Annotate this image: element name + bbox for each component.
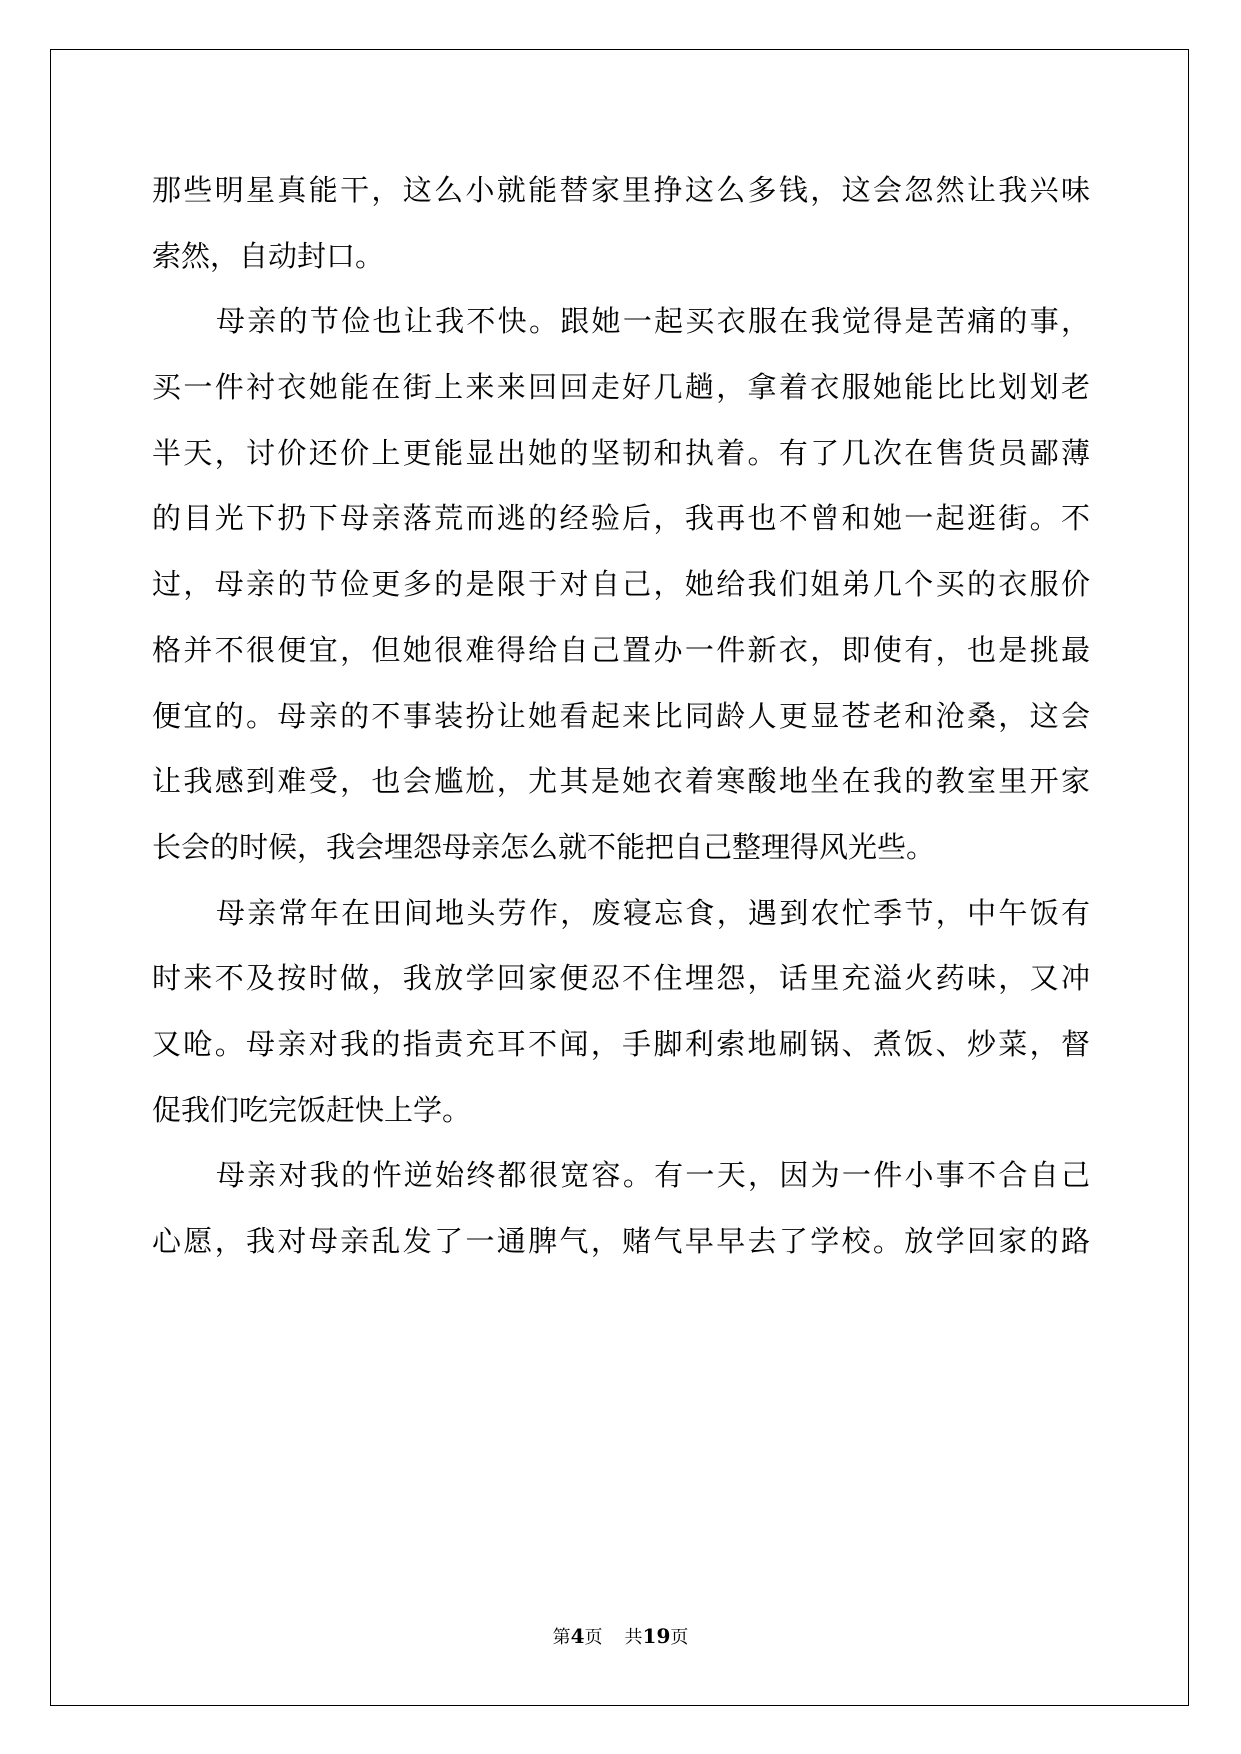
footer-total-prefix: 共	[624, 1627, 643, 1648]
text-line: 的目光下扔下母亲落荒而逃的经验后，我再也不曾和她一起逛街。不	[152, 501, 1090, 536]
text-line: 促我们吃完饭赶快上学。	[152, 1092, 472, 1127]
text-line: 母亲常年在田间地头劳作，废寝忘食，遇到农忙季节，中午饭有	[216, 895, 1090, 930]
text-line: 又呛。母亲对我的指责充耳不闻，手脚利索地刷锅、煮饭、炒菜，督	[152, 1026, 1090, 1061]
text-line: 索然，自动封口。	[152, 238, 385, 273]
text-line: 半天，讨价还价上更能显出她的坚韧和执着。有了几次在售货员鄙薄	[152, 435, 1090, 470]
text-line: 母亲对我的忤逆始终都很宽容。有一天，因为一件小事不合自己	[216, 1158, 1090, 1193]
text-line: 便宜的。母亲的不事装扮让她看起来比同龄人更显苍老和沧桑，这会	[152, 698, 1090, 733]
footer-total-pages: 19	[642, 1624, 671, 1648]
footer-page-suffix: 页	[584, 1627, 603, 1648]
text-line: 心愿，我对母亲乱发了一通脾气，赌气早早去了学校。放学回家的路	[152, 1224, 1090, 1258]
text-line: 让我感到难受，也会尴尬，尤其是她衣着寒酸地坐在我的教室里开家	[152, 764, 1090, 799]
text-line: 格并不很便宜，但她很难得给自己置办一件新衣，即使有，也是挑最	[152, 632, 1090, 667]
text-line: 买一件衬衣她能在街上来来回回走好几趟，拿着衣服她能比比划划老	[152, 370, 1090, 405]
page-footer	[0, 1623, 1241, 1649]
document-body	[152, 158, 1090, 1275]
footer-page-prefix: 第	[552, 1627, 571, 1648]
text-line: 过，母亲的节俭更多的是限于对自己，她给我们姐弟几个买的衣服价	[152, 567, 1090, 602]
footer-page-number: 4	[570, 1624, 585, 1648]
text-line: 长会的时候，我会埋怨母亲怎么就不能把自己整理得风光些。	[152, 829, 936, 864]
footer-total-suffix: 页	[670, 1627, 689, 1648]
text-line: 时来不及按时做，我放学回家便忍不住埋怨，话里充溢火药味，又冲	[152, 961, 1090, 996]
text-line: 母亲的节俭也让我不快。跟她一起买衣服在我觉得是苦痛的事，	[216, 304, 1090, 339]
text-line: 那些明星真能干，这么小就能替家里挣这么多钱，这会忽然让我兴味	[152, 173, 1090, 207]
